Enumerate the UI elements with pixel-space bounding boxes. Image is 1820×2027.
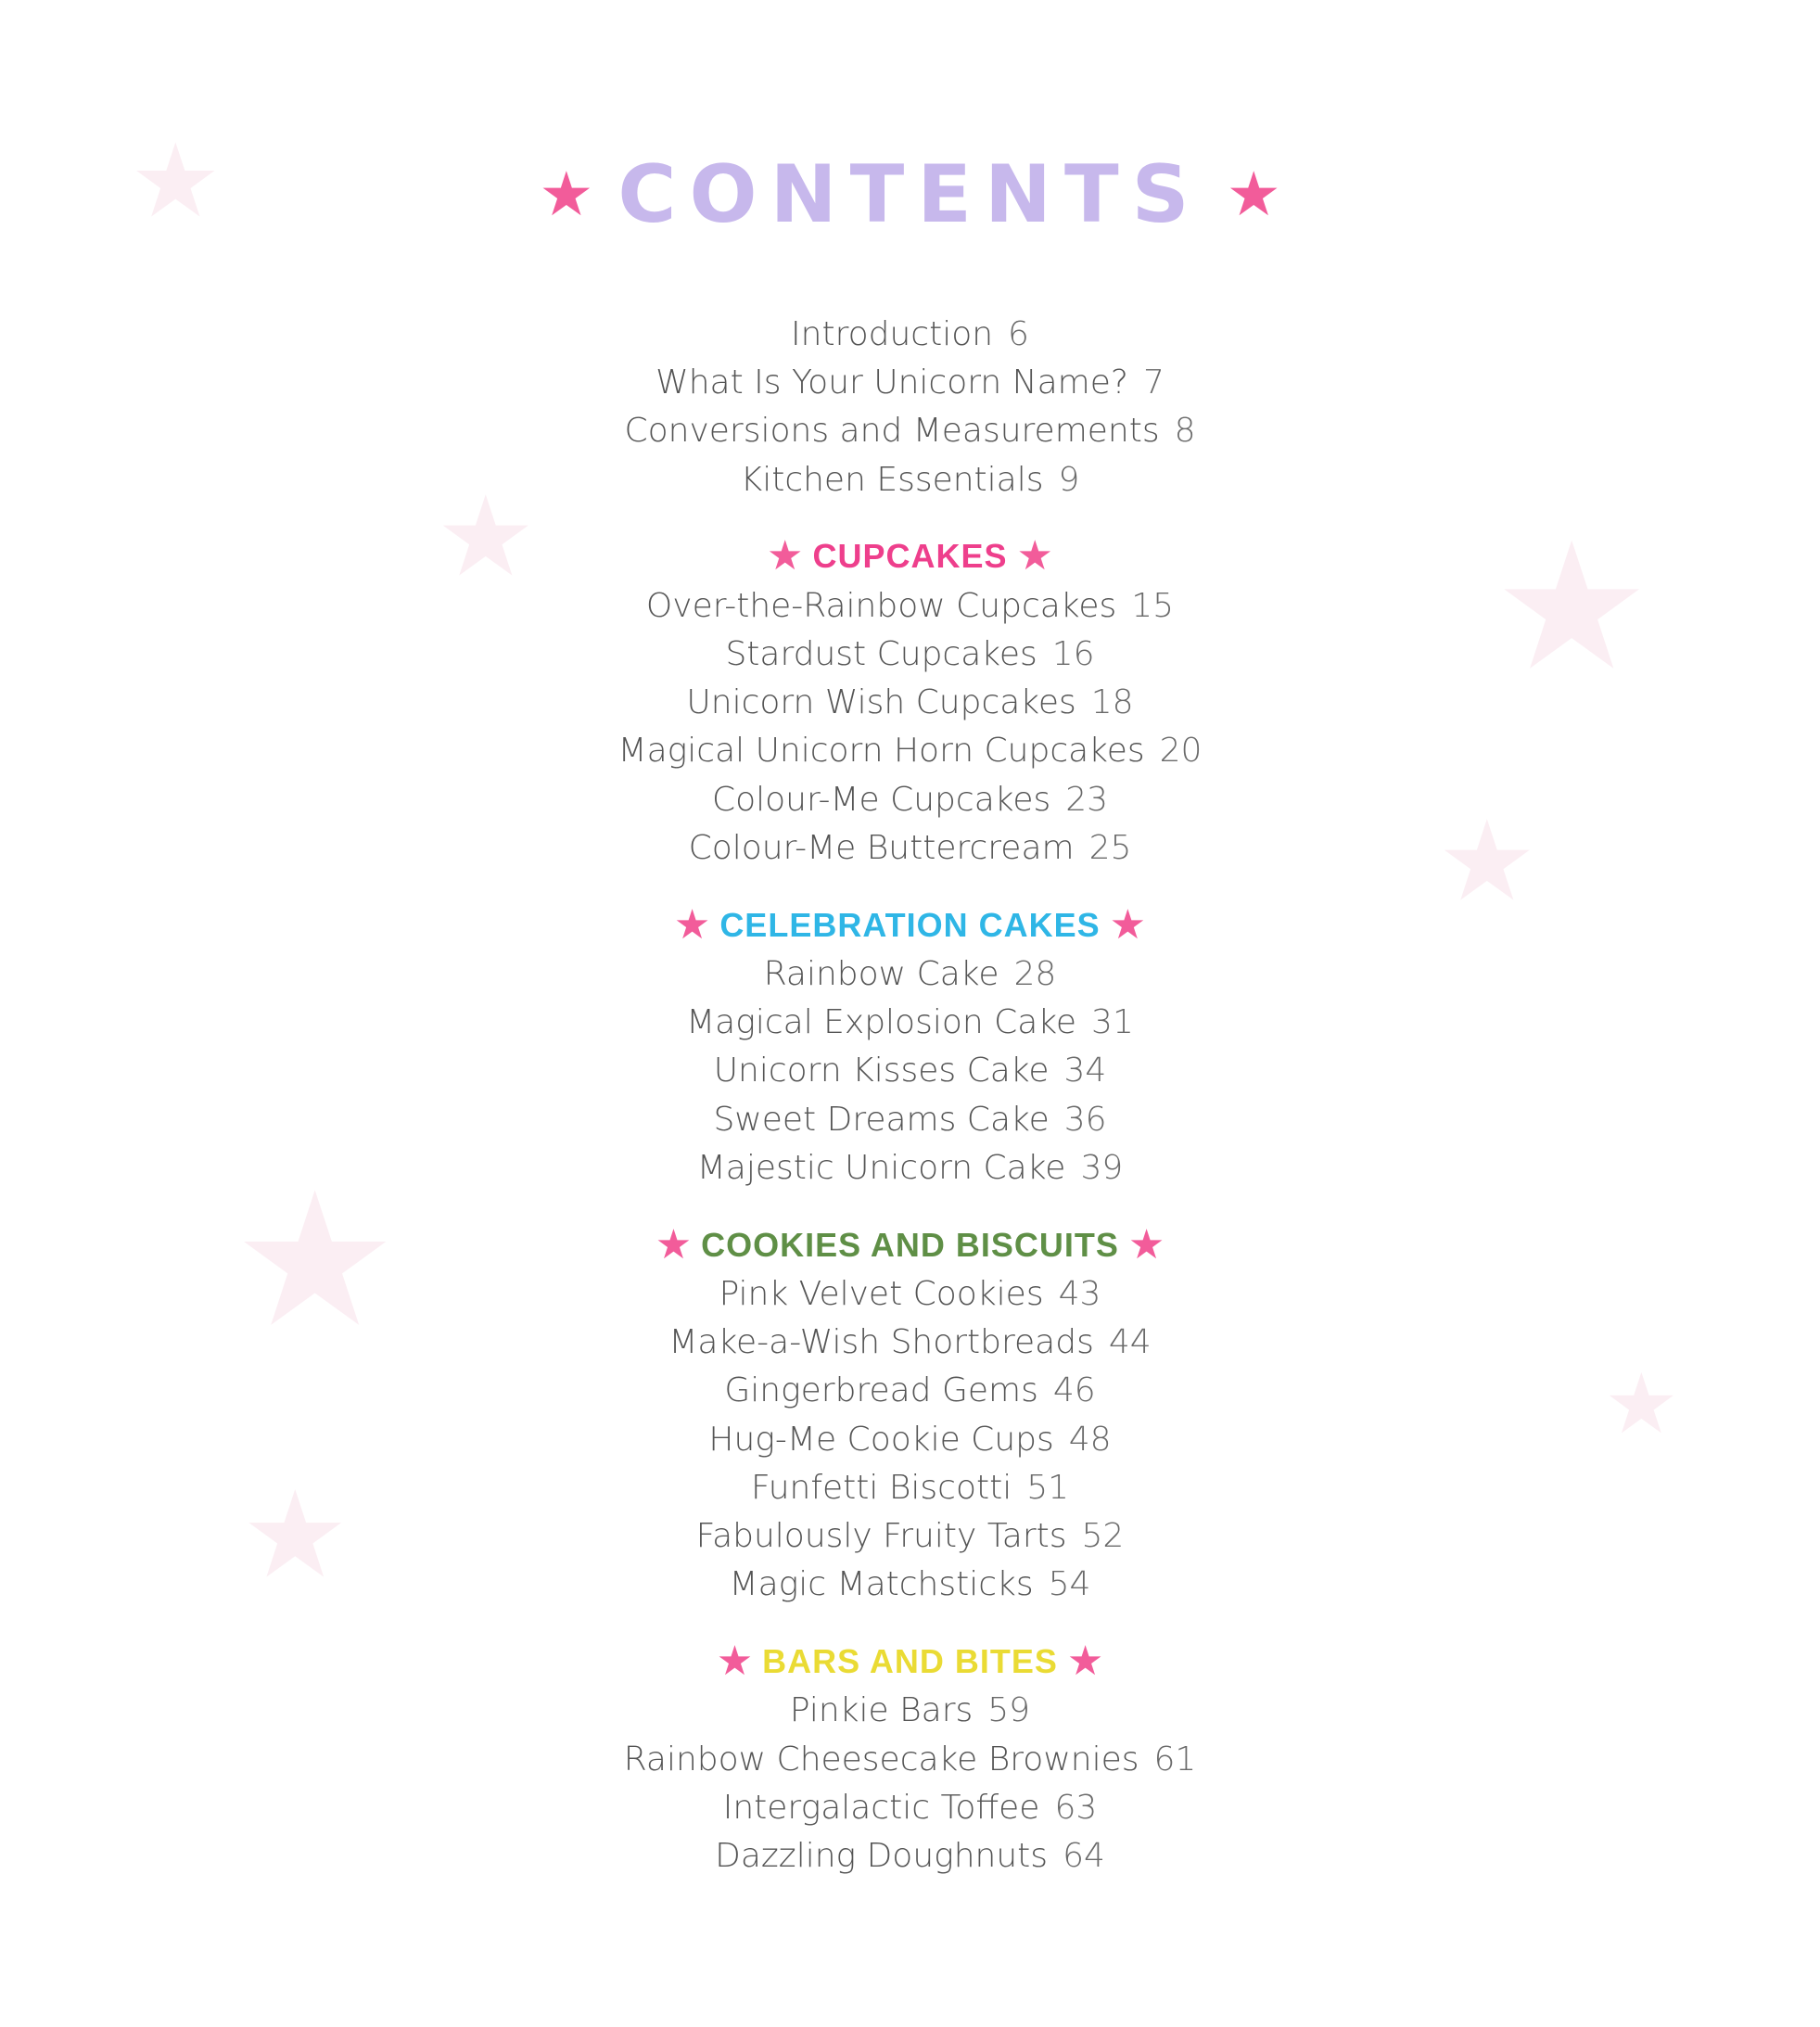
entry-label: Rainbow Cake (763, 955, 999, 994)
entry-page-number: 44 (1108, 1323, 1152, 1362)
toc-entry[interactable] (0, 824, 1820, 873)
entry-page-number: 23 (1065, 780, 1109, 819)
entry-page-number: 39 (1080, 1148, 1124, 1187)
background-star-icon: ★ (232, 1153, 399, 1369)
toc-entry[interactable] (0, 1784, 1820, 1832)
entry-page-number: 64 (1063, 1837, 1105, 1876)
toc-entry[interactable] (0, 1687, 1820, 1735)
entry-label: Sweet Dreams Cake (713, 1100, 1050, 1139)
star-icon: ★ (1109, 900, 1147, 949)
star-icon: ★ (655, 1220, 693, 1268)
section-title: CELEBRATION CAKES (719, 905, 1101, 944)
entry-label: Majestic Unicorn Cake (696, 1148, 1066, 1187)
toc-entry[interactable] (0, 407, 1820, 455)
entry-label: Unicorn Wish Cupcakes (686, 683, 1076, 722)
entry-page-number: 46 (1052, 1371, 1096, 1410)
entry-label: Magic Matchsticks (729, 1565, 1034, 1604)
entry-label: Over-the-Rainbow Cupcakes (645, 586, 1117, 625)
toc-entry[interactable] (0, 582, 1820, 631)
entry-page-number: 34 (1063, 1052, 1107, 1090)
entry-label: Colour-Me Buttercream (688, 828, 1075, 867)
entry-page-number: 20 (1159, 732, 1203, 771)
entry-label: Hug-Me Cookie Cups (708, 1420, 1054, 1459)
toc-entry[interactable] (0, 1367, 1820, 1415)
entry-page-number: 25 (1088, 828, 1132, 867)
star-icon: ★ (716, 1637, 754, 1685)
star-icon: ★ (1066, 1637, 1104, 1685)
section-heading-cookies-and-biscuits (0, 1218, 1820, 1270)
entry-label: Introduction (791, 315, 994, 353)
entry-label: Dazzling Doughnuts (715, 1837, 1049, 1876)
toc-entry[interactable] (0, 1464, 1820, 1512)
toc-entry[interactable] (0, 1561, 1820, 1609)
entry-page-number: 6 (1008, 315, 1029, 353)
toc-entry[interactable] (0, 1512, 1820, 1561)
toc-entry[interactable] (0, 950, 1820, 999)
star-icon: ★ (673, 900, 711, 949)
entry-label: Magical Unicorn Horn Cupcakes (617, 732, 1145, 771)
toc-entry[interactable] (0, 631, 1820, 679)
entry-label: Gingerbread Gems (724, 1371, 1038, 1410)
entry-label: Magical Explosion Cake (686, 1003, 1077, 1042)
entry-page-number: 18 (1090, 683, 1134, 722)
toc-entry[interactable] (0, 1096, 1820, 1144)
entry-label: Intergalactic Toffee (722, 1788, 1040, 1827)
toc-entry[interactable] (0, 776, 1820, 824)
section-title: COOKIES AND BISCUITS (701, 1225, 1119, 1264)
toc-entry[interactable] (0, 1270, 1820, 1319)
star-icon: ★ (1226, 159, 1281, 230)
toc-entry[interactable] (0, 456, 1820, 504)
page-title-row (0, 148, 1820, 241)
background-star-icon: ★ (1437, 797, 1537, 926)
entry-label: Unicorn Kisses Cake (713, 1052, 1050, 1090)
toc-entry[interactable] (0, 999, 1820, 1047)
entry-label: Pink Velvet Cookies (719, 1275, 1044, 1314)
entry-label: Rainbow Cheesecake Brownies (623, 1740, 1139, 1778)
entry-page-number: 28 (1013, 955, 1057, 994)
entry-label: Stardust Cupcakes (725, 635, 1037, 674)
entry-page-number: 36 (1063, 1100, 1107, 1139)
section-title: BARS AND BITES (762, 1641, 1058, 1680)
toc-entry[interactable] (0, 679, 1820, 727)
toc-entry[interactable] (0, 1832, 1820, 1880)
entry-label: Pinkie Bars (789, 1691, 974, 1730)
entry-page-number: 52 (1081, 1517, 1125, 1556)
toc-entry[interactable] (0, 1144, 1820, 1192)
entry-label: Conversions and Measurements (624, 412, 1160, 451)
toc-entry[interactable] (0, 311, 1820, 359)
section-heading-bars-and-bites (0, 1635, 1820, 1687)
entry-page-number: 61 (1153, 1740, 1197, 1778)
toc-entry[interactable] (0, 1736, 1820, 1784)
entry-page-number: 54 (1048, 1565, 1091, 1604)
table-of-contents (0, 311, 1820, 1880)
toc-entry[interactable] (0, 1319, 1820, 1367)
entry-page-number: 43 (1058, 1275, 1101, 1314)
entry-page-number: 59 (987, 1691, 1031, 1730)
entry-label: Funfetti Biscotti (750, 1468, 1012, 1507)
section-title: CUPCAKES (812, 537, 1008, 576)
entry-page-number: 15 (1131, 586, 1175, 625)
background-star-icon: ★ (1493, 504, 1651, 709)
entry-label: What Is Your Unicorn Name? (655, 363, 1128, 402)
section-heading-celebration-cakes (0, 899, 1820, 950)
entry-label: Fabulously Fruity Tarts (695, 1517, 1067, 1556)
background-star-icon: ★ (241, 1464, 350, 1605)
toc-entry[interactable] (0, 1416, 1820, 1464)
star-icon: ★ (767, 532, 804, 580)
star-icon: ★ (1016, 532, 1053, 580)
entry-label: Make-a-Wish Shortbreads (668, 1323, 1094, 1362)
section-heading-cupcakes (0, 530, 1820, 582)
entry-page-number: 51 (1026, 1468, 1070, 1507)
entry-label: Kitchen Essentials (740, 460, 1044, 499)
star-icon: ★ (539, 159, 594, 230)
toc-entry[interactable] (0, 359, 1820, 407)
background-star-icon: ★ (436, 473, 536, 602)
entry-page-number: 48 (1068, 1420, 1112, 1459)
entry-page-number: 63 (1054, 1788, 1098, 1827)
toc-entry[interactable] (0, 727, 1820, 775)
toc-entry[interactable] (0, 1047, 1820, 1095)
page-title: CONTENTS (617, 148, 1203, 241)
entry-label: Colour-Me Cupcakes (711, 780, 1051, 819)
star-icon: ★ (1127, 1220, 1165, 1268)
entry-page-number: 9 (1058, 460, 1080, 499)
background-star-icon: ★ (1604, 1356, 1679, 1453)
entry-page-number: 16 (1051, 635, 1095, 674)
background-star-icon: ★ (130, 121, 222, 240)
entry-page-number: 31 (1091, 1003, 1134, 1042)
entry-page-number: 8 (1174, 412, 1196, 451)
entry-page-number: 7 (1142, 363, 1165, 402)
